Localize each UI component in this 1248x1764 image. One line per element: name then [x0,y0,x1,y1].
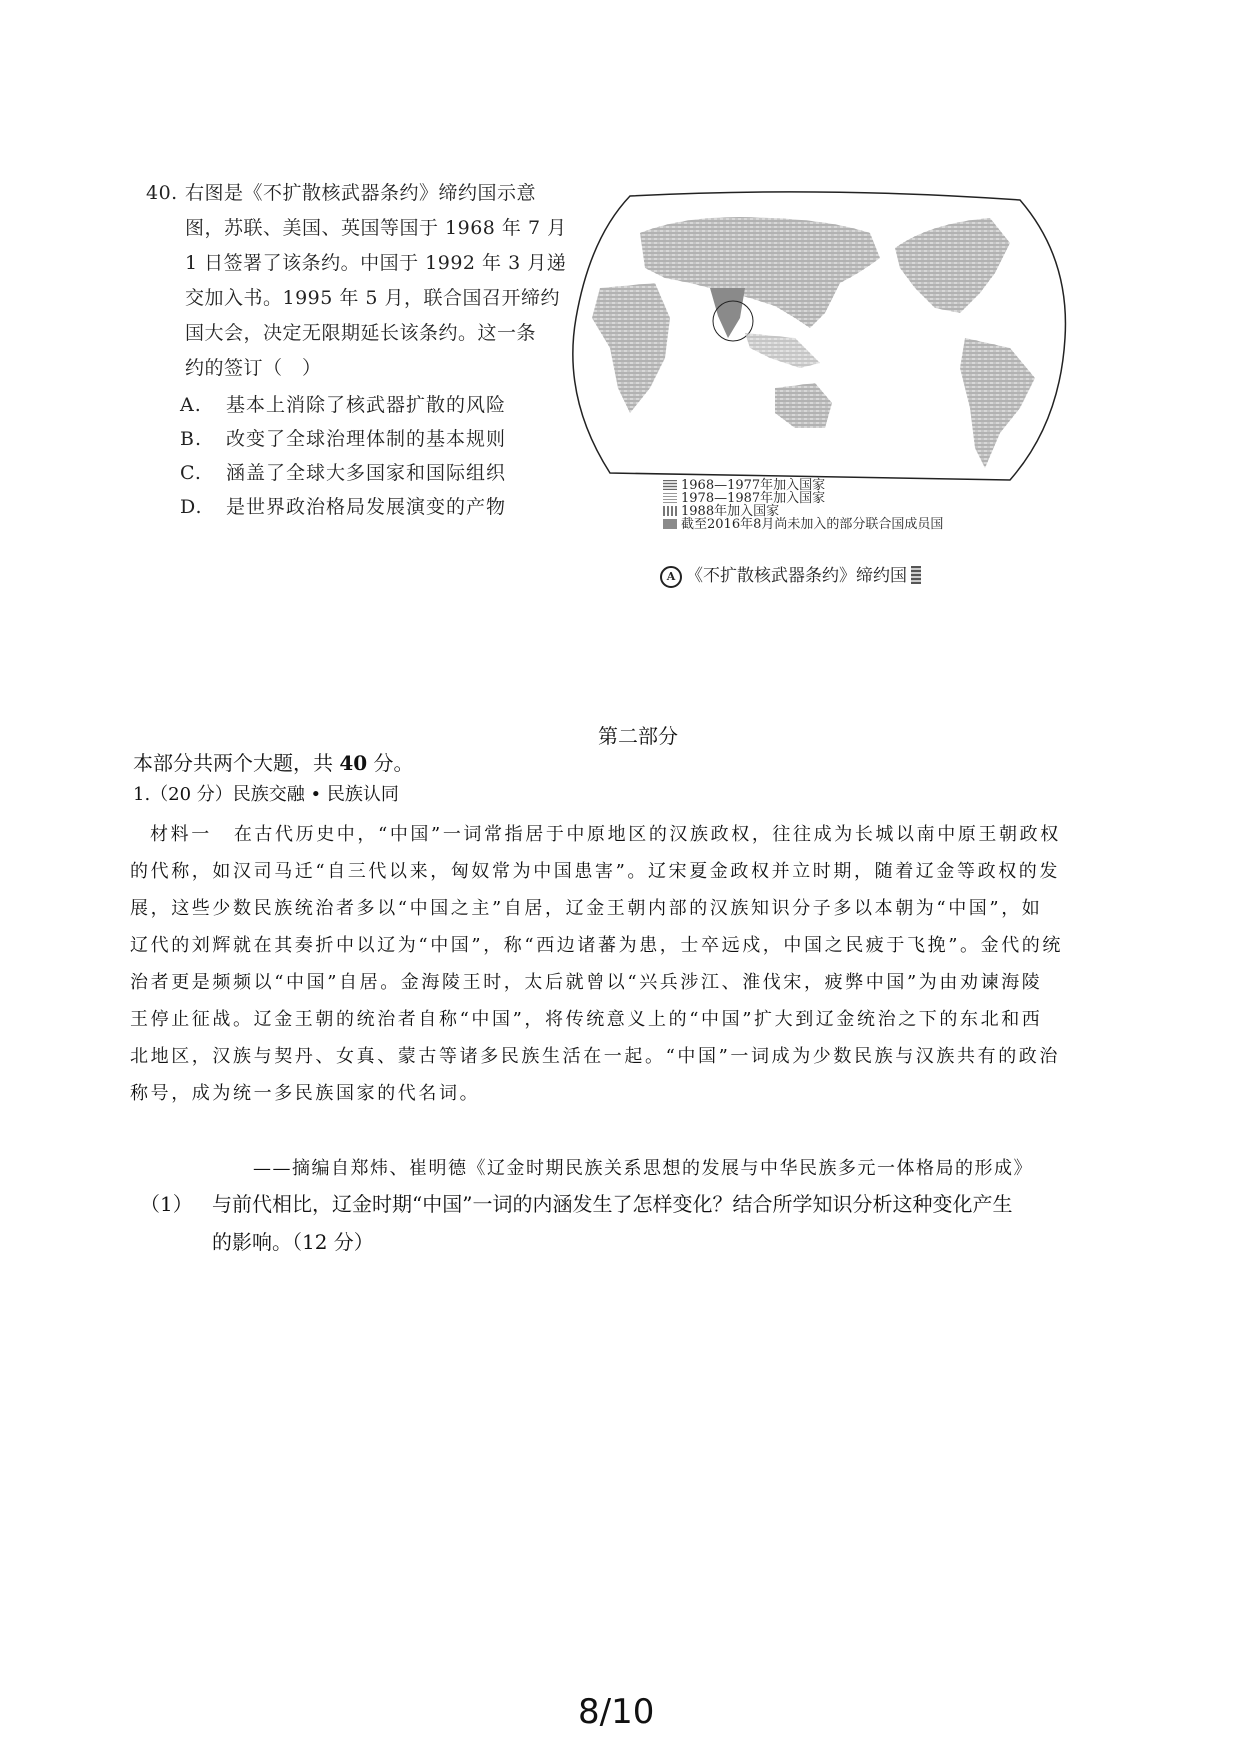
question-stem-line: 1 日签署了该条约。中国于 1992 年 3 月递 [185,252,567,274]
option-d[interactable] [180,492,506,519]
option-b[interactable] [180,424,506,451]
sub-question-number: （1） [140,1192,193,1216]
legend-swatch [663,480,677,490]
legend-label: 1988年加入国家 [681,504,780,519]
world-map-figure [570,188,1070,488]
material-line: 的代称，如汉司马迁“自三代以来，匈奴常为中国患害”。辽宋夏金政权并立时期，随着辽金等政权的发 [130,861,1060,882]
material-line: 称号，成为统一多民族国家的代名词。 [130,1083,481,1104]
question-stem-line: 约的签订（ ） [185,357,322,379]
option-label: D. [180,496,203,518]
page-number: 8/10 [578,1692,655,1732]
material-line: 北地区，汉族与契丹、女真、蒙古等诸多民族生活在一起。“中国”一词成为少数民族与汉族共有的政治 [130,1046,1060,1067]
material-line [150,820,1061,846]
material-line: 展，这些少数民族统治者多以“中国之主”自居，辽金王朝内部的汉族知识分子多以本朝为“中国”，如 [130,898,1043,919]
material-line: 王停止征战。辽金王朝的统治者自称“中国”，将传统意义上的“中国”扩大到辽金统治之下的东北和西 [130,1009,1043,1030]
stamp-mark-icon [911,566,921,584]
sub-question-line: 与前代相比，辽金时期“中国”一词的内涵发生了怎样变化？结合所学知识分析这种变化产生 [212,1192,1013,1216]
question-number: 40. [146,182,178,204]
section-intro [133,747,414,776]
option-label: C. [180,462,202,484]
legend-swatch [663,506,677,516]
option-text: 基本上消除了核武器扩散的风险 [226,394,507,416]
sub-question-line: 的影响。（12 分） [212,1230,374,1254]
question-stem-line: 交加入书。1995 年 5 月，联合国召开缔约 [185,287,561,309]
legend-label: 1978—1987年加入国家 [681,491,826,506]
legend-item [663,518,943,531]
section-title: 第二部分 [598,724,678,748]
option-text: 改变了全球治理体制的基本规则 [226,428,507,450]
option-a[interactable] [180,390,506,417]
option-label: B. [180,428,203,450]
material-line: 辽代的刘辉就在其奏折中以辽为“中国”，称“西边诸蕃为患，士卒远戍，中国之民疲于飞挽”。金代的统 [130,935,1064,956]
legend-label: 1968—1977年加入国家 [681,478,826,493]
option-c[interactable] [180,458,506,485]
caption-text: 《不扩散核武器条约》缔约国 [686,566,907,586]
option-text: 涵盖了全球大多国家和国际组织 [226,462,507,484]
map-caption [660,561,921,588]
intro-prefix: 本部分共两个大题，共 [133,751,340,775]
legend-label: 截至2016年8月尚未加入的部分联合国成员国 [681,517,944,532]
legend-swatch [663,519,677,529]
question-stem-line: 图，苏联、美国、英国等国于 1968 年 7 月 [185,217,567,239]
intro-suffix: 分。 [367,751,414,775]
caption-seal-icon: A [660,566,682,588]
question-stem-line: 右图是《不扩散核武器条约》缔约国示意 [185,182,537,204]
option-label: A. [180,394,202,416]
question-title: 1.（20 分）民族交融 • 民族认同 [133,784,399,805]
question-stem-line: 国大会，决定无限期延长该条约。这一条 [185,322,537,344]
intro-points: 40 [339,751,368,775]
legend-swatch [663,493,677,503]
material-source: ——摘编自郑炜、崔明德《辽金时期民族关系思想的发展与中华民族多元一体格局的形成》 [253,1158,1033,1179]
option-text: 是世界政治格局发展演变的产物 [226,496,507,518]
material-label: 材料一 [150,824,212,845]
material-line: 治者更是频频以“中国”自居。金海陵王时，太后就曾以“兴兵涉江、淮伐宋，疲弊中国”为由劝谏海陵 [130,972,1043,993]
material-text: 在古代历史中，“中国”一词常指居于中原地区的汉族政权，往往成为长城以南中原王朝政权 [233,824,1061,845]
